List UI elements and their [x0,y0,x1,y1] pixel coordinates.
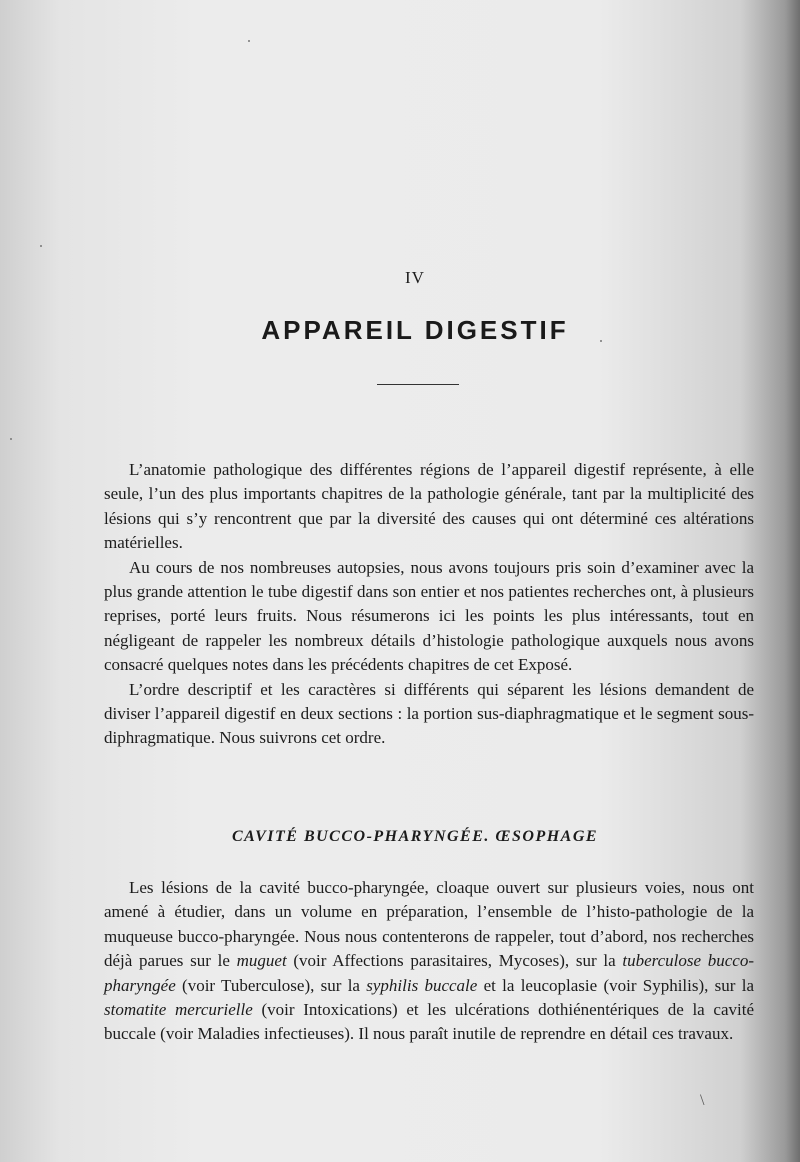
intro-paragraph-1: L’anatomie pathologique des différentes régions de l’appareil digestif représente, à elle seule, l’un des plus importants chapitres de la pathologie générale, tant par la multiplicité des lésions qui s’y rencontrent que par la diversité des causes qui ont déterminé ces altérations matérielles. [104,460,754,553]
section-text-run-5: (voir Intoxications) et les ulcérations dothiénentériques de la cavité buccale (voir Maladies infectieuses). Il nous paraît inutile de reprendre en détail ces travaux. [104,1000,755,1044]
chapter-number: IV [405,268,425,287]
title-rule [377,384,459,385]
section-text-run-1: Les lésions de la cavité bucco-pharyngée, cloaque ouvert sur plusieurs voies, nous ont amené à étudier, dans un volume en préparation, l’ensemble de l’histo-pathologie de la muqueuse bucco-pharyngée. Nous nous contenterons de rappeler, tout d’abord, nos recherches déjà parues sur le [104,878,754,971]
paper-speck [600,340,602,342]
ink-mark: \ [700,1092,705,1109]
term-stomatite: stomatite mercurielle [104,1000,253,1020]
chapter-title: APPAREIL DIGESTIF [261,315,569,345]
paper-speck [40,245,42,247]
paper-speck [10,438,12,440]
section-heading: CAVITÉ BUCCO-PHARYNGÉE. ŒSOPHAGE [231,828,599,845]
section-text-run-4: et la leucoplasie (voir Syphilis), sur la [477,975,754,995]
term-muguet: muguet [236,951,287,971]
intro-text [104,458,754,751]
paper-speck [248,40,250,42]
section-text-run-3: (voir Tuberculose), sur la [175,975,367,995]
term-syphilis: syphilis buccale [366,975,478,995]
intro-paragraph-2: Au cours de nos nombreuses autopsies, nous avons toujours pris soin d’examiner avec la plus grande attention le tube digestif dans son entier et nos patientes recherches ont, à plusieurs reprises, porté leurs fruits. Nous résumerons ici les points les plus intéressants, tout en négligeant de rappeler les nombreux détails d’histologie pathologique auxquels nous avons consacré quelques notes dans les précédents chapitres de cet Exposé. [104,557,754,675]
section-text-run-2: (voir Affections parasitaires, Mycoses), sur la [286,951,623,971]
term-tuberculose: tuberculose bucco-pharyngée [104,951,755,995]
section-text [104,876,754,1047]
intro-paragraph-3: L’ordre descriptif et les caractères si différents qui séparent les lésions demandent de diviser l’appareil digestif en deux sections : la portion sus-diaphragmatique et le segment sous-diphragmatique. Nous suivrons cet ordre. [104,679,754,748]
section-paragraph [104,876,754,1047]
